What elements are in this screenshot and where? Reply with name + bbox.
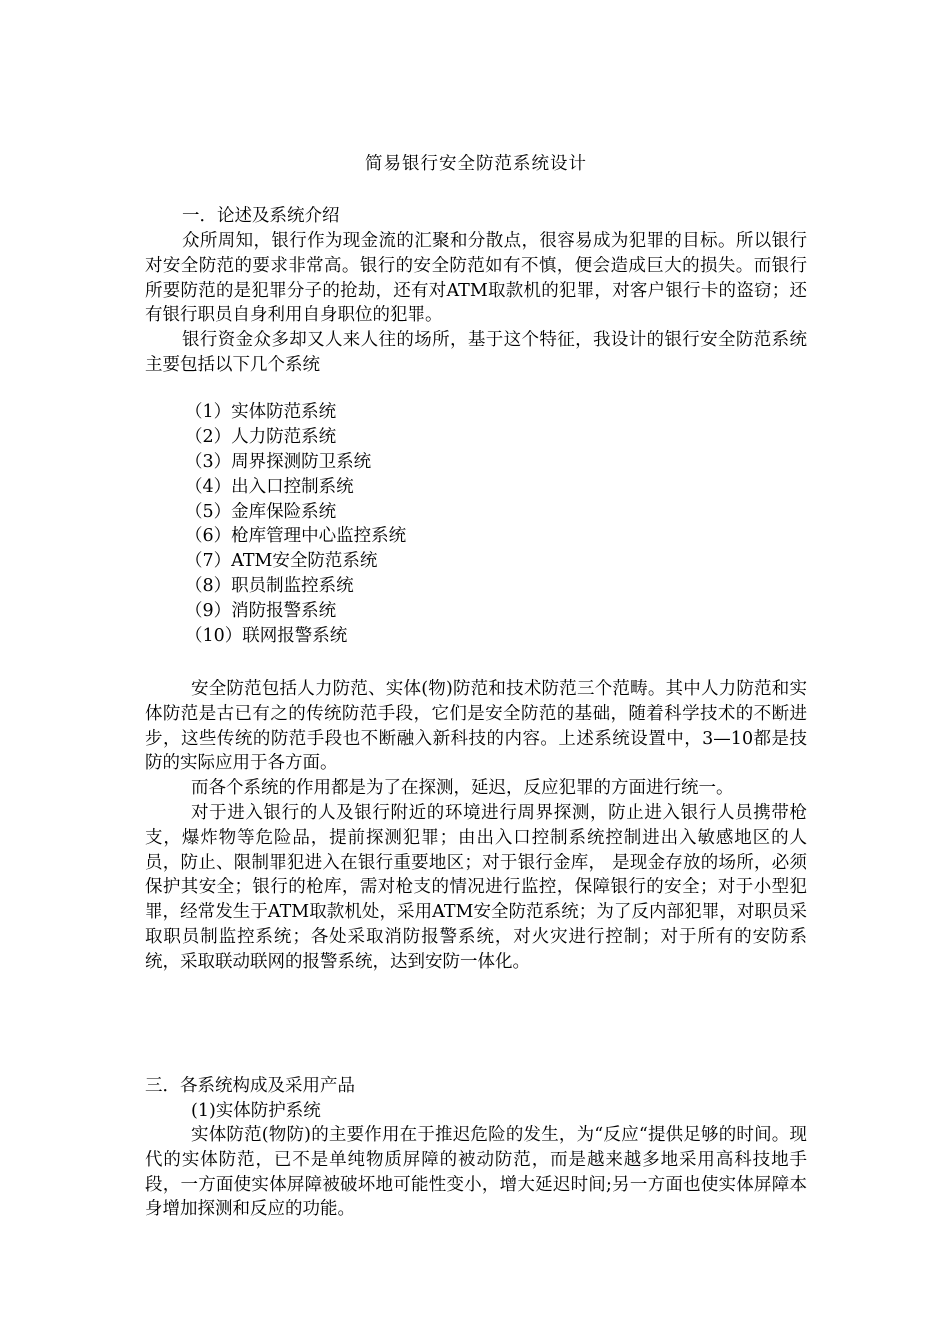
physical-protection-paragraph: 实体防范(物防)的主要作用在于推迟危险的发生，为“反应“提供足够的时间。现代的实体防范，已不是单纯物质屏障的被动防范，而是越来越多地采用高科技地手段，一方面使实体屏障被破坏地可能性变小，增大延迟时间;另一方面也使实体屏障本身增加探测和反应的功能。	[145, 1125, 807, 1220]
list-item: （10）联网报警系统	[185, 626, 348, 647]
list-item: （6）枪库管理中心监控系统	[185, 526, 407, 547]
list-item: （3）周界探测防卫系统	[185, 451, 372, 472]
system-details-paragraph: 对于进入银行的人及银行附近的环境进行周界探测，防止进入银行人员携带枪支，爆炸物等危险品，提前探测犯罪；由出入口控制系统控制进出入敏感地区的人员，防止、限制罪犯进入在银行重要地区；对于银行金库， 是现金存放的场所，必须保护其安全；银行的枪库，需对枪支的情况进行监控，保障银行的安全；对于小型犯罪，经常发生于ATM取款机处，采用ATM安全防范系统；为了反内部犯罪，对职员采取职员制监控系统；各处采取消防报警系统，对火灾进行控制；对于所有的安防系统，采取联动联网的报警系统，达到安防一体化。	[145, 803, 807, 972]
list-item: （2）人力防范系统	[185, 426, 337, 447]
list-item: （7）ATM安全防范系统	[185, 551, 378, 572]
list-item: （9）消防报警系统	[185, 601, 337, 622]
list-item: （4）出入口控制系统	[185, 476, 354, 497]
security-categories-paragraph: 安全防范包括人力防范、实体(物)防范和技术防范三个范畴。其中人力防范和实体防范是古已有之的传统防范手段，它们是安全防范的基础，随着科学技术的不断进步，这些传统的防范手段也不断融入新科技的内容。上述系统设置中，3—10都是技防的实际应用于各方面。	[145, 679, 807, 774]
section-heading-1: 一．论述及系统介绍	[182, 206, 340, 226]
list-item: （1）实体防范系统	[185, 402, 337, 422]
list-item: （5）金库保险系统	[185, 501, 337, 522]
section-heading-3: 三．各系统构成及采用产品	[145, 1076, 355, 1096]
overview-paragraph: 银行资金众多却又人来人往的场所，基于这个特征，我设计的银行安全防范系统主要包括以下几个系统	[145, 330, 807, 375]
intro-paragraph: 众所周知，银行作为现金流的汇聚和分散点，很容易成为犯罪的目标。所以银行对安全防范的要求非常高。银行的安全防范如有不慎，便会造成巨大的损失。而银行所要防范的是犯罪分子的抢劫，还有对ATM取款机的犯罪，对客户银行卡的盗窃；还有银行职员自身利用自身职位的犯罪。	[145, 231, 807, 326]
system-list	[185, 400, 406, 649]
list-item: （8）职员制监控系统	[185, 576, 354, 597]
document-title: 简易银行安全防范系统设计	[365, 154, 587, 174]
system-purpose-paragraph: 而各个系统的作用都是为了在探测，延迟，反应犯罪的方面进行统一。	[191, 778, 734, 798]
subsection-heading: (1)实体防护系统	[191, 1101, 321, 1121]
